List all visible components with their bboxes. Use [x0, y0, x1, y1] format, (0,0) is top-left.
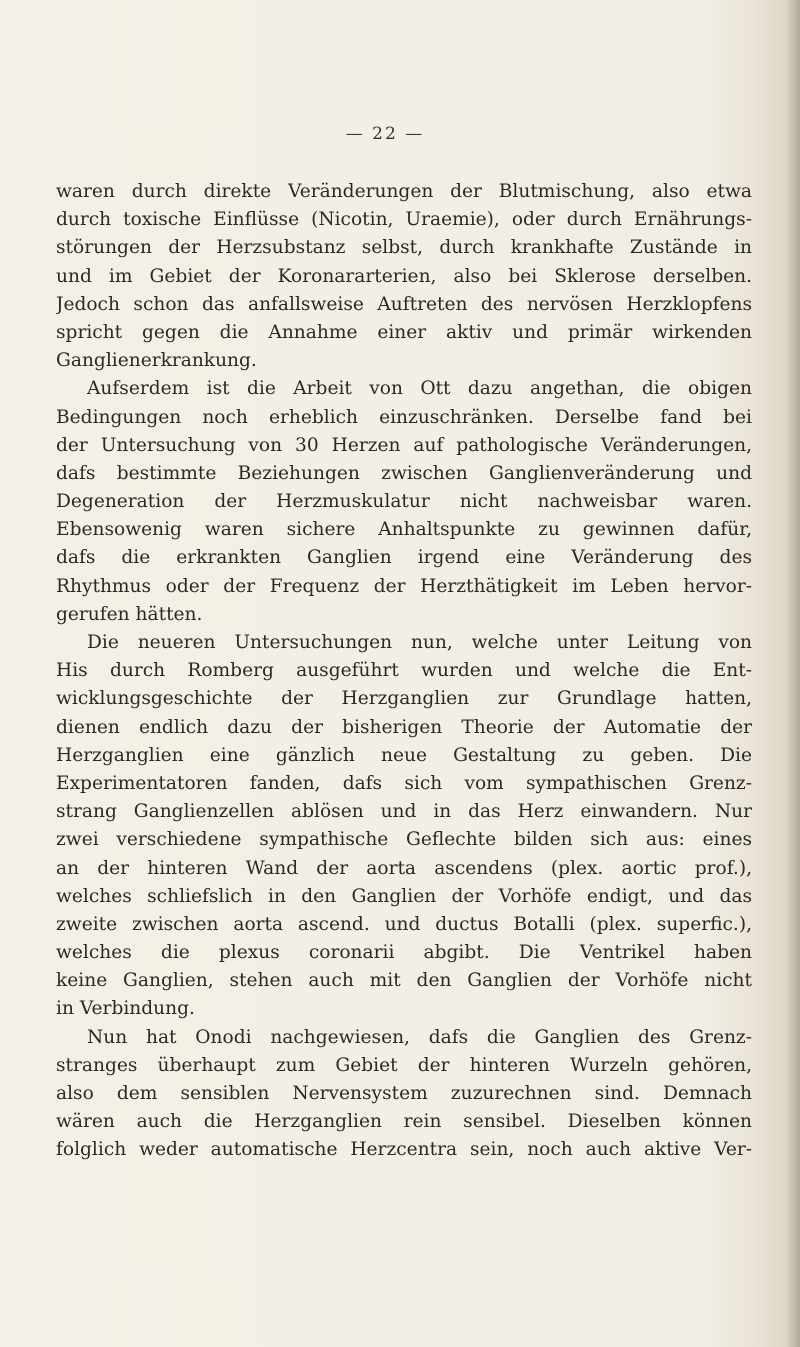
- page-number: — 22 —: [345, 124, 425, 144]
- text-line: stranges überhaupt zum Gebiet der hinteren Wurzeln gehören,: [56, 1054, 752, 1076]
- text-line: Jedoch schon das anfallsweise Auftreten des nervösen Herzklopfens: [56, 293, 752, 315]
- text-line: gerufen hätten.: [56, 603, 203, 625]
- text-line: zweite zwischen aorta ascend. und ductus Botalli (plex. superfic.),: [56, 913, 752, 935]
- text-line: der Untersuchung von 30 Herzen auf pathologische Veränderungen,: [56, 434, 752, 456]
- text-line: folglich weder automatische Herzcentra sein, noch auch aktive Ver-: [56, 1139, 752, 1161]
- text-line: und im Gebiet der Koronararterien, also bei Sklerose derselben.: [56, 265, 752, 287]
- text-line: Aufserdem ist die Arbeit von Ott dazu angethan, die obigen: [87, 378, 752, 400]
- text-line: wicklungsgeschichte der Herzganglien zur Grundlage hatten,: [56, 688, 752, 710]
- text-line: Experimentatoren fanden, dafs sich vom sympathischen Grenz-: [56, 772, 752, 794]
- text-line: an der hinteren Wand der aorta ascendens (plex. aortic prof.),: [56, 857, 752, 879]
- text-line: störungen der Herzsubstanz selbst, durch krankhafte Zustände in: [56, 237, 752, 259]
- text-line: Rhythmus oder der Frequenz der Herzthätigkeit im Leben hervor-: [56, 575, 752, 597]
- text-line: keine Ganglien, stehen auch mit den Ganglien der Vorhöfe nicht: [56, 970, 752, 992]
- text-line: wären auch die Herzganglien rein sensibel. Dieselben können: [56, 1111, 752, 1133]
- page-edge-shadow: [786, 0, 800, 1347]
- text-line: Nun hat Onodi nachgewiesen, dafs die Ganglien des Grenz-: [87, 1026, 752, 1048]
- text-line: Bedingungen noch erheblich einzuschränken. Derselbe fand bei: [56, 406, 752, 428]
- text-line: in Verbindung.: [56, 998, 195, 1020]
- text-line: dienen endlich dazu der bisherigen Theorie der Automatie der: [56, 716, 752, 738]
- text-line: durch toxische Einflüsse (Nicotin, Uraemie), oder durch Ernährungs-: [56, 209, 752, 231]
- text-line: waren durch direkte Veränderungen der Blutmischung, also etwa: [56, 181, 752, 202]
- text-line: also dem sensiblen Nervensystem zuzurechnen sind. Demnach: [56, 1083, 752, 1104]
- text-line: Degeneration der Herzmuskulatur nicht nachweisbar waren.: [56, 491, 752, 513]
- text-line: Ebensowenig waren sichere Anhaltspunkte zu gewinnen dafür,: [56, 519, 752, 541]
- text-line: Ganglienerkrankung.: [56, 350, 257, 372]
- text-line: Herzganglien eine gänzlich neue Gestaltung zu geben. Die: [56, 744, 752, 766]
- text-line: Die neueren Untersuchungen nun, welche unter Leitung von: [87, 632, 752, 653]
- text-line: His durch Romberg ausgeführt wurden und welche die Ent-: [56, 660, 752, 682]
- text-line: zwei verschiedene sympathische Geflechte bilden sich aus: eines: [56, 829, 752, 851]
- text-line: spricht gegen die Annahme einer aktiv und primär wirkenden: [56, 321, 752, 343]
- body-text: [56, 178, 752, 1165]
- text-line: welches schliefslich in den Ganglien der Vorhöfe endigt, und das: [56, 885, 752, 907]
- text-line: dafs bestimmte Beziehungen zwischen Ganglienveränderung und: [56, 462, 752, 484]
- text-line: strang Ganglienzellen ablösen und in das Herz einwandern. Nur: [56, 801, 752, 823]
- text-line: welches die plexus coronarii abgibt. Die Ventrikel haben: [56, 942, 752, 964]
- text-line: dafs die erkrankten Ganglien irgend eine Veränderung des: [56, 547, 752, 569]
